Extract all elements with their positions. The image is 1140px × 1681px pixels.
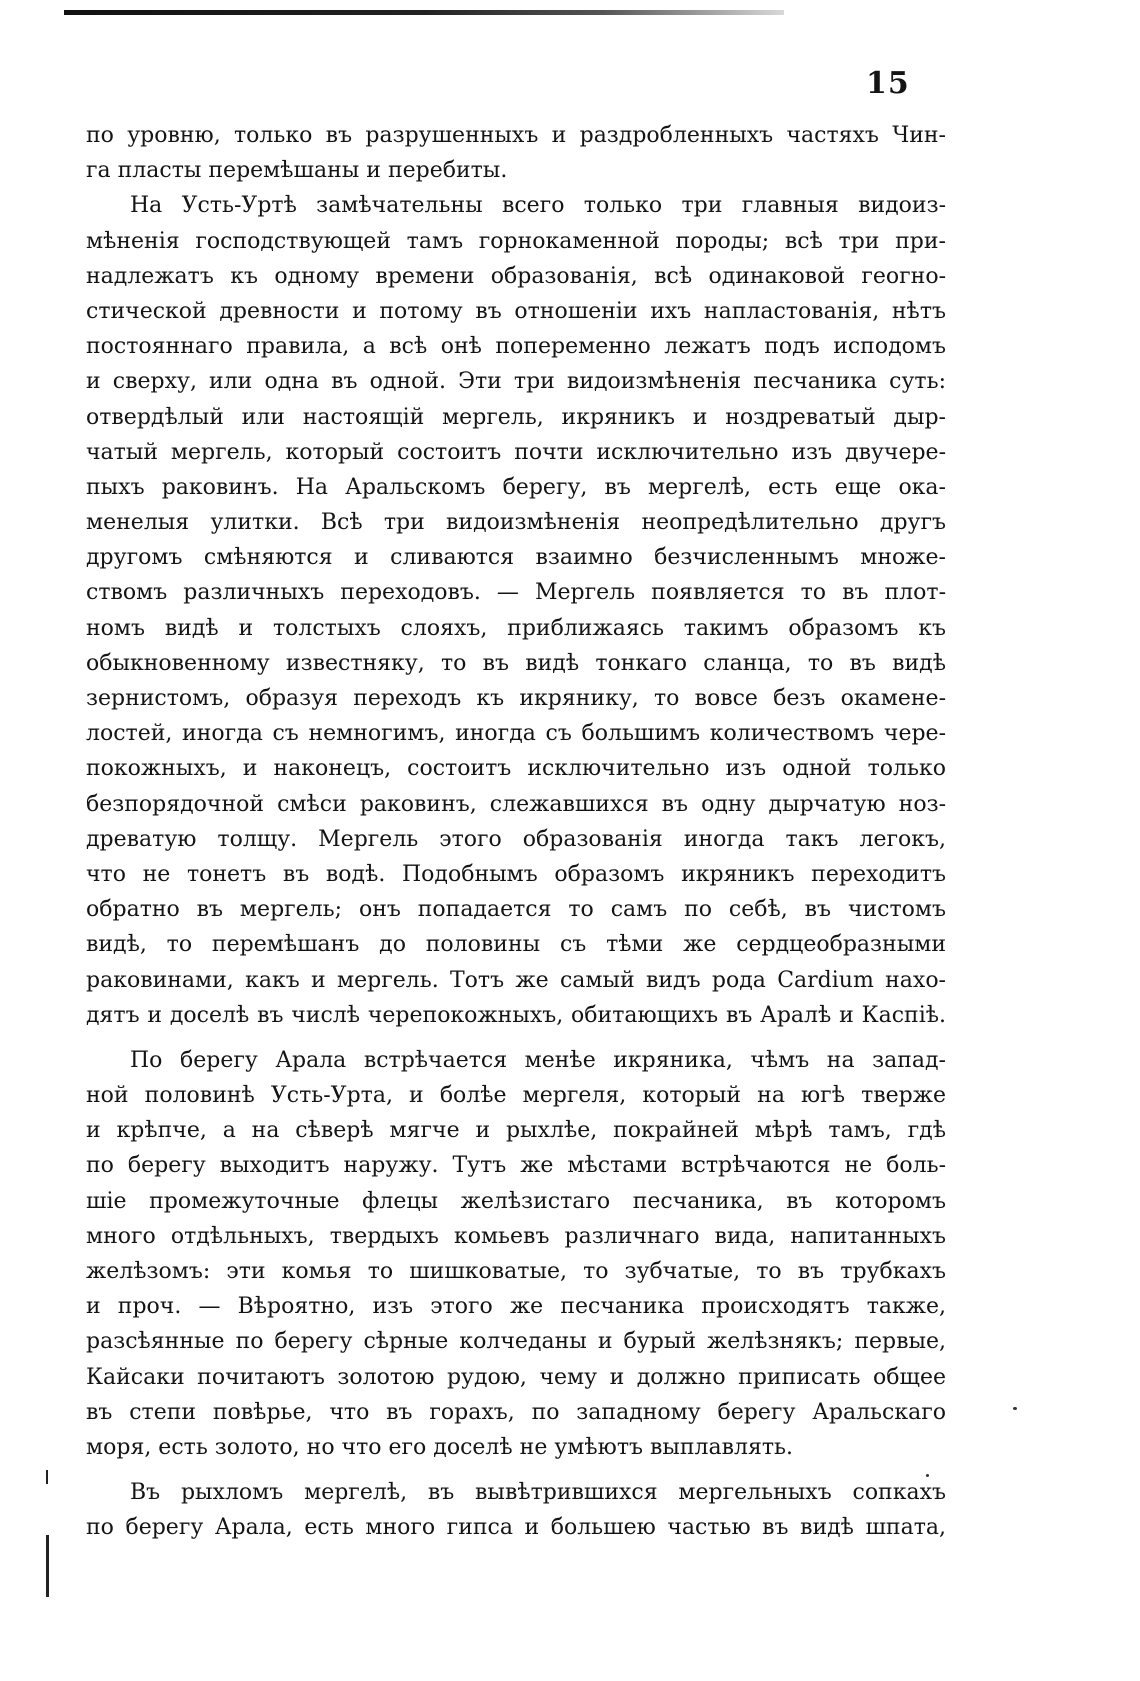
text-line: стической древности и потому въ отношеніи ихъ напластованія, нѣтъ [86,298,946,324]
ink-speck [1013,1407,1017,1410]
text-line: по уровню, только въ разрушенныхъ и раздробленныхъ частяхъ Чин- [86,123,946,148]
text-line: пыхъ раковинъ. На Аральскомъ берегу, въ мергелѣ, есть еще ока- [86,474,946,500]
text-line: зернистомъ, образуя переходъ къ икрянику, то вовсе безъ окамене- [86,686,946,711]
text-line: покожныхъ, и наконецъ, состоитъ исключительно изъ одной только [86,756,946,782]
text-line: лостей, иногда съ немногимъ, иногда съ большимъ количествомъ чере- [86,721,946,747]
text-line: га пласты перемѣшаны и перебиты. [86,158,508,184]
text-line: раковинами, какъ и мергель. Тотъ же самый видъ рода Cardium нахо- [86,967,946,993]
text-line: и крѣпче, а на сѣверѣ мягче и рыхлѣе, покрайней мѣрѣ тамъ, гдѣ [86,1118,946,1144]
text-line: По берегу Арала встрѣчается менѣе икряника, чѣмъ на запад- [130,1047,946,1073]
text-line: желѣзомъ: эти комья то шишковатые, то зубчатые, то въ трубкахъ [86,1259,946,1284]
text-line: На Усть-Уртѣ замѣчательны всего только три главныя видоиз- [130,193,946,219]
text-line: что не тонетъ въ водѣ. Подобнымъ образомъ икряникъ переходитъ [86,861,946,887]
text-line: обыкновенному известняку, то въ видѣ тонкаго сланца, то въ видѣ [86,650,946,676]
text-line: ной половинѣ Усть-Урта, и болѣе мергеля, который на югѣ тверже [86,1083,946,1109]
text-line: постояннаго правила, а всѣ онѣ попеременно лежатъ подъ исподомъ [86,334,946,360]
text-line: видѣ, то перемѣшанъ до половины съ тѣми же сердцеобразными [86,932,946,958]
text-line: Въ рыхломъ мергелѣ, въ вывѣтрившихся мергельныхъ сопкахъ [130,1480,946,1506]
page-number: 15 [866,66,910,101]
text-line: другомъ смѣняются и сливаются взаимно безчисленнымъ множе- [86,545,946,571]
text-line: ствомъ различныхъ переходовъ. — Мергель появляется то въ плот- [86,580,946,606]
text-line: чатый мергель, который состоитъ почти исключительно изъ двучере- [86,439,946,465]
text-line: и проч. — Вѣроятно, изъ этого же песчаника происходятъ также, [86,1294,946,1320]
text-line: по берегу выходитъ наружу. Тутъ же мѣстами встрѣчаются не боль- [86,1153,946,1179]
paragraph [86,1043,946,1465]
text-line: много отдѣльныхъ, твердыхъ комьевъ различнаго вида, напитанныхъ [86,1223,946,1249]
margin-mark [46,1470,48,1484]
text-line: моря, есть золото, но что его доселѣ не умѣютъ выплавлять. [86,1434,794,1460]
text-line: и сверху, или одна въ одной. Эти три видоизмѣненія песчаника суть: [86,369,946,395]
paragraph [86,1475,946,1545]
text-line: разсѣянные по берегу сѣрные колчеданы и бурый желѣзнякъ; первые, [86,1329,946,1355]
text-line: надлежатъ къ одному времени образованія, всѣ одинаковой геогно- [86,263,946,289]
text-line: мѣненія господствующей тамъ горнокаменной породы; всѣ три при- [86,228,946,254]
text-body [86,118,946,1546]
text-line: безпорядочной смѣси раковинъ, слежавшихся въ одну дырчатую ноз- [86,791,946,817]
text-line: въ степи повѣрье, что въ горахъ, по западному берегу Аральскаго [86,1399,946,1425]
text-line: номъ видѣ и толстыхъ слояхъ, приближаясь такимъ образомъ къ [86,615,946,641]
text-line: шіе промежуточные флецы желѣзистаго песчаника, въ которомъ [86,1188,946,1214]
top-rule [64,10,784,15]
text-line: менелыя улитки. Всѣ три видоизмѣненія неопредѣлительно другъ [86,510,946,536]
paragraph [86,188,946,1033]
margin-mark [46,1535,49,1597]
text-line: обратно въ мергель; онъ попадается то самъ по себѣ, въ чистомъ [86,897,946,923]
text-line: по берегу Арала, есть много гипса и большею частью въ видѣ шпата, [86,1515,946,1541]
text-line: Кайсаки почитаютъ золотою рудою, чему и должно приписать общее [86,1364,946,1390]
ink-speck [926,1474,929,1477]
text-line: дятъ и доселѣ въ числѣ черепокожныхъ, обитающихъ въ Аралѣ и Каспіѣ. [86,1002,946,1028]
text-line: древатую толщу. Мергель этого образованія иногда такъ легокъ, [86,826,946,852]
text-line: отвердѣлый или настоящій мергель, икряникъ и ноздреватый дыр- [86,404,946,430]
paragraph [86,118,946,188]
